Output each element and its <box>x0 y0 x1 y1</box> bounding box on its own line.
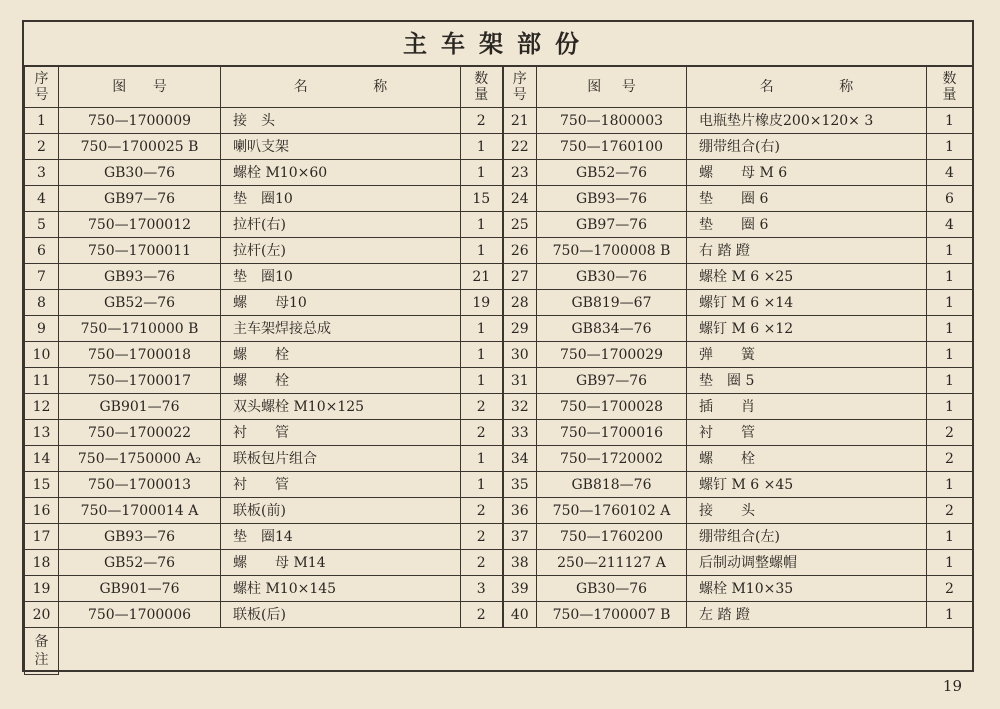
item-number: 9 <box>25 316 59 342</box>
remarks-label: 备 注 <box>25 628 59 675</box>
drawing-no-header: 图 号 <box>537 67 687 108</box>
drawing-number: GB30—76 <box>537 576 687 602</box>
table-row <box>25 550 973 576</box>
parts-table <box>24 66 973 675</box>
drawing-number: GB97—76 <box>59 186 221 212</box>
item-number: 13 <box>25 420 59 446</box>
item-number: 19 <box>25 576 59 602</box>
part-name: 绷带组合(左) <box>687 524 927 550</box>
part-name: 电瓶垫片橡皮200×120× 3 <box>687 108 927 134</box>
part-name: 螺 母10 <box>221 290 461 316</box>
drawing-number: GB901—76 <box>59 576 221 602</box>
part-name: 主车架焊接总成 <box>221 316 461 342</box>
part-name: 垫 圈10 <box>221 264 461 290</box>
drawing-number: GB819—67 <box>537 290 687 316</box>
header-row <box>25 67 973 108</box>
quantity: 2 <box>461 602 503 628</box>
drawing-no-header: 图 号 <box>59 67 221 108</box>
remarks-row <box>25 628 973 675</box>
table-row <box>25 290 973 316</box>
table-row <box>25 472 973 498</box>
drawing-number: 750—1720002 <box>537 446 687 472</box>
item-number: 10 <box>25 342 59 368</box>
item-number: 20 <box>25 602 59 628</box>
seq-header: 序 号 <box>25 67 59 108</box>
drawing-number: GB52—76 <box>59 550 221 576</box>
drawing-number: GB30—76 <box>537 264 687 290</box>
item-number: 23 <box>503 160 537 186</box>
quantity: 1 <box>927 368 973 394</box>
item-number: 24 <box>503 186 537 212</box>
part-name: 螺栓 M 6 ×25 <box>687 264 927 290</box>
quantity: 1 <box>927 550 973 576</box>
drawing-number: GB901—76 <box>59 394 221 420</box>
quantity: 1 <box>927 394 973 420</box>
drawing-number: 750—1760102 A <box>537 498 687 524</box>
quantity: 1 <box>461 160 503 186</box>
drawing-number: 750—1760100 <box>537 134 687 160</box>
part-name: 插 肖 <box>687 394 927 420</box>
drawing-number: 750—1700009 <box>59 108 221 134</box>
quantity: 2 <box>461 550 503 576</box>
part-name: 螺柱 M10×145 <box>221 576 461 602</box>
item-number: 17 <box>25 524 59 550</box>
part-name: 拉杆(右) <box>221 212 461 238</box>
table-row <box>25 446 973 472</box>
item-number: 32 <box>503 394 537 420</box>
drawing-number: 750—1700011 <box>59 238 221 264</box>
quantity: 1 <box>461 316 503 342</box>
item-number: 25 <box>503 212 537 238</box>
quantity: 19 <box>461 290 503 316</box>
item-number: 6 <box>25 238 59 264</box>
table-row <box>25 342 973 368</box>
part-name: 衬 管 <box>221 472 461 498</box>
quantity: 2 <box>461 394 503 420</box>
table-row <box>25 186 973 212</box>
table-row <box>25 316 973 342</box>
item-number: 21 <box>503 108 537 134</box>
part-name: 螺 栓 <box>221 368 461 394</box>
quantity: 1 <box>927 602 973 628</box>
item-number: 29 <box>503 316 537 342</box>
quantity: 4 <box>927 160 973 186</box>
part-name: 螺钉 M 6 ×12 <box>687 316 927 342</box>
quantity: 2 <box>927 446 973 472</box>
item-number: 40 <box>503 602 537 628</box>
part-name: 联板(前) <box>221 498 461 524</box>
table-row <box>25 498 973 524</box>
part-name: 垫 圈 6 <box>687 186 927 212</box>
quantity: 3 <box>461 576 503 602</box>
drawing-number: 750—1710000 B <box>59 316 221 342</box>
drawing-number: 750—1700029 <box>537 342 687 368</box>
part-name: 螺 栓 <box>687 446 927 472</box>
quantity: 15 <box>461 186 503 212</box>
item-number: 39 <box>503 576 537 602</box>
quantity: 1 <box>927 472 973 498</box>
qty-header: 数 量 <box>461 67 503 108</box>
item-number: 18 <box>25 550 59 576</box>
name-header: 名 称 <box>221 67 461 108</box>
quantity: 2 <box>927 498 973 524</box>
quantity: 1 <box>461 472 503 498</box>
drawing-number: GB97—76 <box>537 368 687 394</box>
drawing-number: GB52—76 <box>59 290 221 316</box>
part-name: 垫 圈14 <box>221 524 461 550</box>
quantity: 1 <box>461 446 503 472</box>
quantity: 1 <box>927 316 973 342</box>
part-name: 螺栓 M10×60 <box>221 160 461 186</box>
item-number: 28 <box>503 290 537 316</box>
drawing-number: 750—1700014 A <box>59 498 221 524</box>
item-number: 5 <box>25 212 59 238</box>
drawing-number: 750—1700007 B <box>537 602 687 628</box>
part-name: 双头螺栓 M10×125 <box>221 394 461 420</box>
drawing-number: 750—1700025 B <box>59 134 221 160</box>
quantity: 1 <box>461 212 503 238</box>
drawing-number: 750—1700016 <box>537 420 687 446</box>
quantity: 1 <box>461 134 503 160</box>
quantity: 1 <box>461 238 503 264</box>
quantity: 6 <box>927 186 973 212</box>
part-name: 拉杆(左) <box>221 238 461 264</box>
item-number: 35 <box>503 472 537 498</box>
part-name: 喇叭支架 <box>221 134 461 160</box>
item-number: 33 <box>503 420 537 446</box>
table-row <box>25 394 973 420</box>
item-number: 38 <box>503 550 537 576</box>
quantity: 2 <box>461 498 503 524</box>
item-number: 1 <box>25 108 59 134</box>
drawing-number: GB97—76 <box>537 212 687 238</box>
item-number: 2 <box>25 134 59 160</box>
table-row <box>25 134 973 160</box>
quantity: 4 <box>927 212 973 238</box>
quantity: 21 <box>461 264 503 290</box>
item-number: 16 <box>25 498 59 524</box>
item-number: 36 <box>503 498 537 524</box>
item-number: 14 <box>25 446 59 472</box>
item-number: 7 <box>25 264 59 290</box>
parts-sheet <box>22 20 974 672</box>
quantity: 1 <box>927 524 973 550</box>
item-number: 3 <box>25 160 59 186</box>
drawing-number: 750—1760200 <box>537 524 687 550</box>
drawing-number: GB818—76 <box>537 472 687 498</box>
item-number: 30 <box>503 342 537 368</box>
table-row <box>25 238 973 264</box>
item-number: 27 <box>503 264 537 290</box>
drawing-number: 750—1700018 <box>59 342 221 368</box>
remarks-cell <box>59 628 973 675</box>
table-row <box>25 264 973 290</box>
item-number: 37 <box>503 524 537 550</box>
table-row <box>25 602 973 628</box>
drawing-number: 750—1700013 <box>59 472 221 498</box>
table-row <box>25 368 973 394</box>
part-name: 弹 簧 <box>687 342 927 368</box>
table-row <box>25 576 973 602</box>
seq-header: 序 号 <box>503 67 537 108</box>
part-name: 螺 栓 <box>221 342 461 368</box>
drawing-number: GB93—76 <box>59 264 221 290</box>
item-number: 8 <box>25 290 59 316</box>
part-name: 接 头 <box>221 108 461 134</box>
part-name: 绷带组合(右) <box>687 134 927 160</box>
drawing-number: GB30—76 <box>59 160 221 186</box>
drawing-number: 750—1700012 <box>59 212 221 238</box>
quantity: 2 <box>927 576 973 602</box>
page-title: 主车架部份 <box>24 22 972 66</box>
part-name: 螺 母 M14 <box>221 550 461 576</box>
qty-header: 数 量 <box>927 67 973 108</box>
drawing-number: GB834—76 <box>537 316 687 342</box>
table-row <box>25 420 973 446</box>
part-name: 后制动调整螺帽 <box>687 550 927 576</box>
quantity: 1 <box>927 134 973 160</box>
drawing-number: 750—1700017 <box>59 368 221 394</box>
table-row <box>25 160 973 186</box>
quantity: 1 <box>461 342 503 368</box>
item-number: 15 <box>25 472 59 498</box>
drawing-number: 750—1700022 <box>59 420 221 446</box>
drawing-number: 750—1700028 <box>537 394 687 420</box>
item-number: 34 <box>503 446 537 472</box>
item-number: 31 <box>503 368 537 394</box>
part-name: 螺钉 M 6 ×14 <box>687 290 927 316</box>
item-number: 4 <box>25 186 59 212</box>
table-row <box>25 524 973 550</box>
quantity: 2 <box>461 524 503 550</box>
quantity: 1 <box>927 264 973 290</box>
page-number: 19 <box>942 677 962 695</box>
part-name: 垫 圈10 <box>221 186 461 212</box>
name-header: 名 称 <box>687 67 927 108</box>
drawing-number: GB52—76 <box>537 160 687 186</box>
part-name: 联板包片组合 <box>221 446 461 472</box>
quantity: 1 <box>461 368 503 394</box>
part-name: 螺钉 M 6 ×45 <box>687 472 927 498</box>
part-name: 螺 母 M 6 <box>687 160 927 186</box>
quantity: 1 <box>927 342 973 368</box>
quantity: 2 <box>461 108 503 134</box>
table-row <box>25 108 973 134</box>
part-name: 垫 圈 5 <box>687 368 927 394</box>
part-name: 联板(后) <box>221 602 461 628</box>
drawing-number: 750—1750000 A₂ <box>59 446 221 472</box>
part-name: 衬 管 <box>687 420 927 446</box>
item-number: 26 <box>503 238 537 264</box>
drawing-number: 750—1800003 <box>537 108 687 134</box>
drawing-number: GB93—76 <box>59 524 221 550</box>
quantity: 1 <box>927 238 973 264</box>
drawing-number: GB93—76 <box>537 186 687 212</box>
item-number: 12 <box>25 394 59 420</box>
drawing-number: 250—211127 A <box>537 550 687 576</box>
quantity: 1 <box>927 108 973 134</box>
part-name: 左 踏 蹬 <box>687 602 927 628</box>
part-name: 衬 管 <box>221 420 461 446</box>
quantity: 2 <box>461 420 503 446</box>
drawing-number: 750—1700006 <box>59 602 221 628</box>
part-name: 右 踏 蹬 <box>687 238 927 264</box>
quantity: 1 <box>927 290 973 316</box>
drawing-number: 750—1700008 B <box>537 238 687 264</box>
table-row <box>25 212 973 238</box>
part-name: 螺栓 M10×35 <box>687 576 927 602</box>
item-number: 11 <box>25 368 59 394</box>
part-name: 垫 圈 6 <box>687 212 927 238</box>
quantity: 2 <box>927 420 973 446</box>
item-number: 22 <box>503 134 537 160</box>
part-name: 接 头 <box>687 498 927 524</box>
